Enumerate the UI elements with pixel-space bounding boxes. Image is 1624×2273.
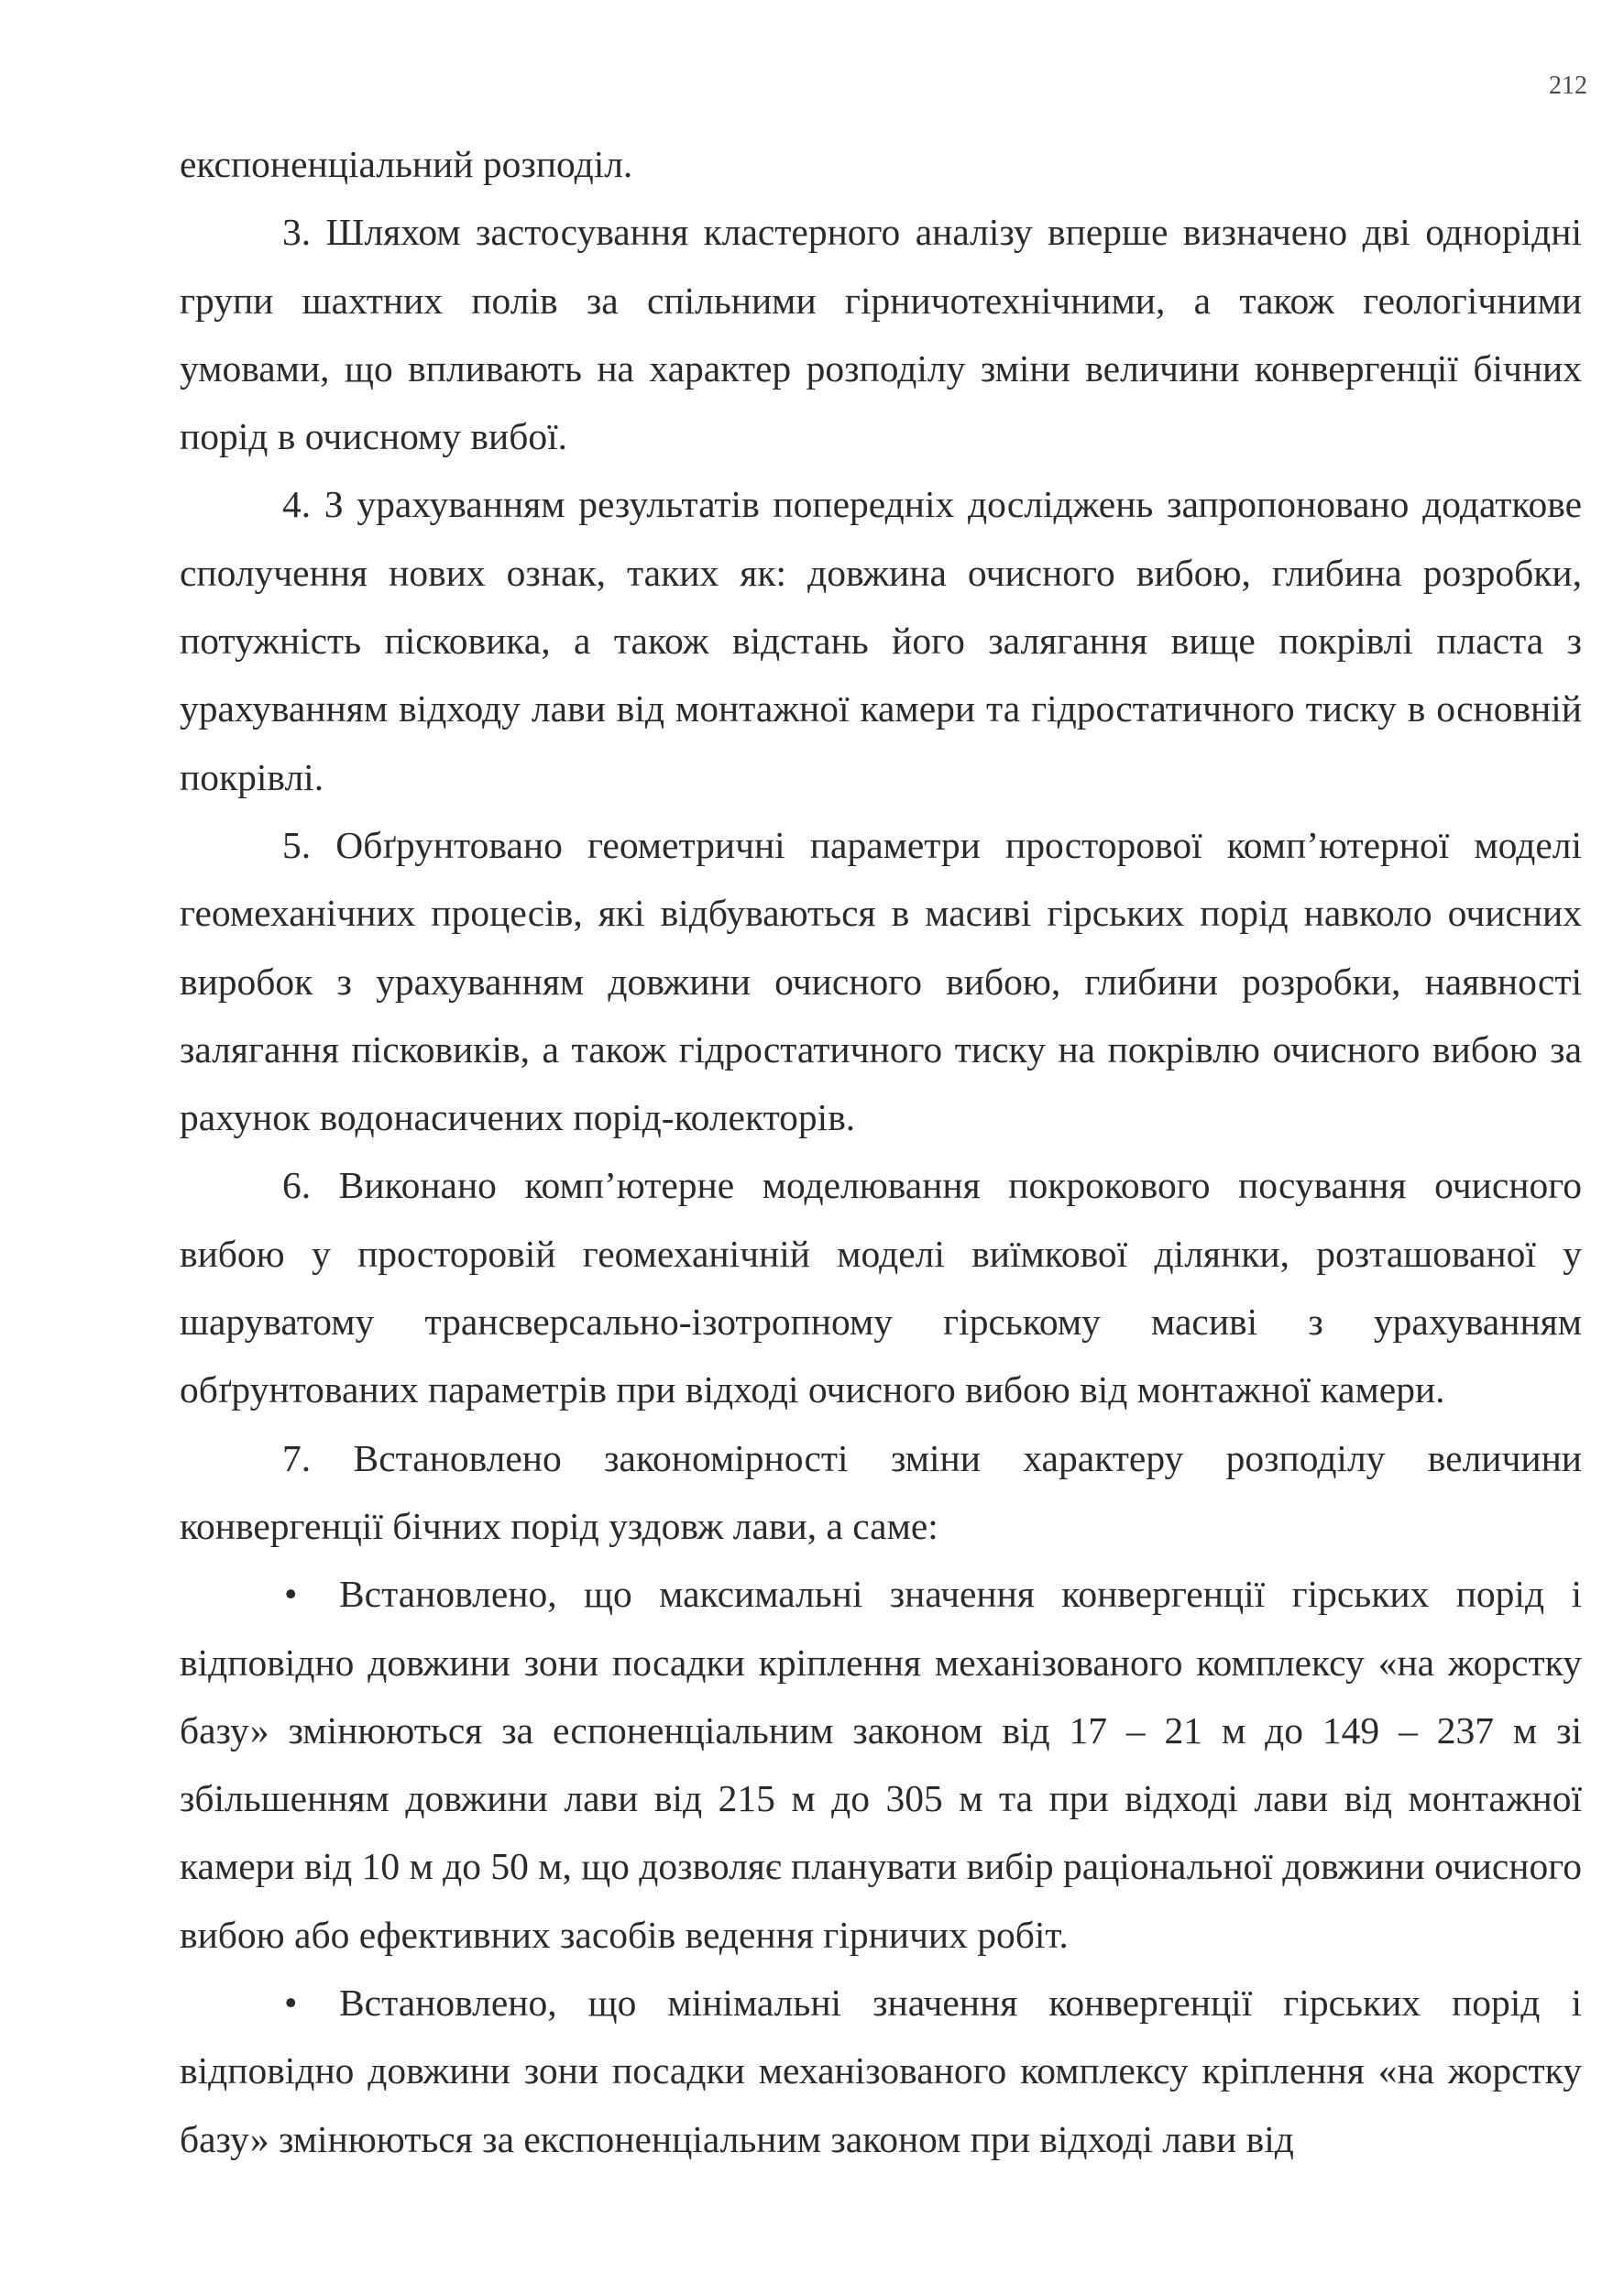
bullet-item-minimum (180, 1969, 1582, 2173)
page-number: 212 (1549, 71, 1587, 100)
bullet-text: Встановлено, що мінімальні значення конвергенції гірських порід і відповідно довжини зони посадки механізованого комплексу кріплення «на жорстку базу» змінюються за експоненціальним законом при відході лави від (180, 1982, 1582, 2160)
paragraph-item-7: 7. Встановлено закономірності зміни характеру розподілу величини конвергенції бічних порід уздовж лави, а саме: (180, 1436, 1582, 1547)
paragraph-continuation: експоненціальний розподіл. (180, 143, 633, 185)
bullet-item-maximum (180, 1560, 1582, 1969)
bullet-mark: • (284, 1982, 298, 2025)
paragraph-item-5: 5. Обґрунтовано геометричні параметри просторової комп’ютерної моделі геомеханічних процесів, які відбуваються в масиві гірських порід навколо очисних виробок з урахуванням довжини очисного вибою, глибини розробки, наявності залягання пісковиків, а також гідростатичного тиску на покрівлю очисного вибою за рахунок водонасичених порід-колекторів. (180, 823, 1582, 1139)
paragraph-item-6: 6. Виконано комп’ютерне моделювання покрокового посування очисного вибою у просторовій геомеханічній моделі виїмкової ділянки, розташованої у шаруватому трансверсально-ізотропному гірському масиві з урахуванням обґрунтованих параметрів при відході очисного вибою від монтажної камери. (180, 1164, 1582, 1411)
paragraph-item-3: 3. Шляхом застосування кластерного аналізу вперше визначено дві однорідні групи шахтних полів за спільними гірничотехнічними, а також геологічними умовами, що впливають на характер розподілу зміни величини конвергенції бічних порід в очисному вибої. (180, 211, 1582, 458)
paragraph-item-4: 4. З урахуванням результатів попередніх досліджень запропоновано додаткове сполучення нових ознак, таких як: довжина очисного вибою, глибина розробки, потужність пісковика, а також відстань його залягання вище покрівлі пласта з урахуванням відходу лави від монтажної камери та гідростатичного тиску в основній покрівлі. (180, 483, 1582, 798)
bullet-mark: • (284, 1573, 298, 1616)
bullet-text: Встановлено, що максимальні значення конвергенції гірських порід і відповідно довжини зони посадки кріплення механізованого комплексу «на жорстку базу» змінюються за еспоненціальним законом від 17 – 21 м до 149 – 237 м зі збільшенням довжини лави від 215 м до 305 м та при відході лави від монтажної камери від 10 м до 50 м, що дозволяє планувати вибір раціональної довжини очисного вибою або ефективних засобів ведення гірничих робіт. (180, 1573, 1583, 1956)
page-body (180, 130, 1582, 2173)
